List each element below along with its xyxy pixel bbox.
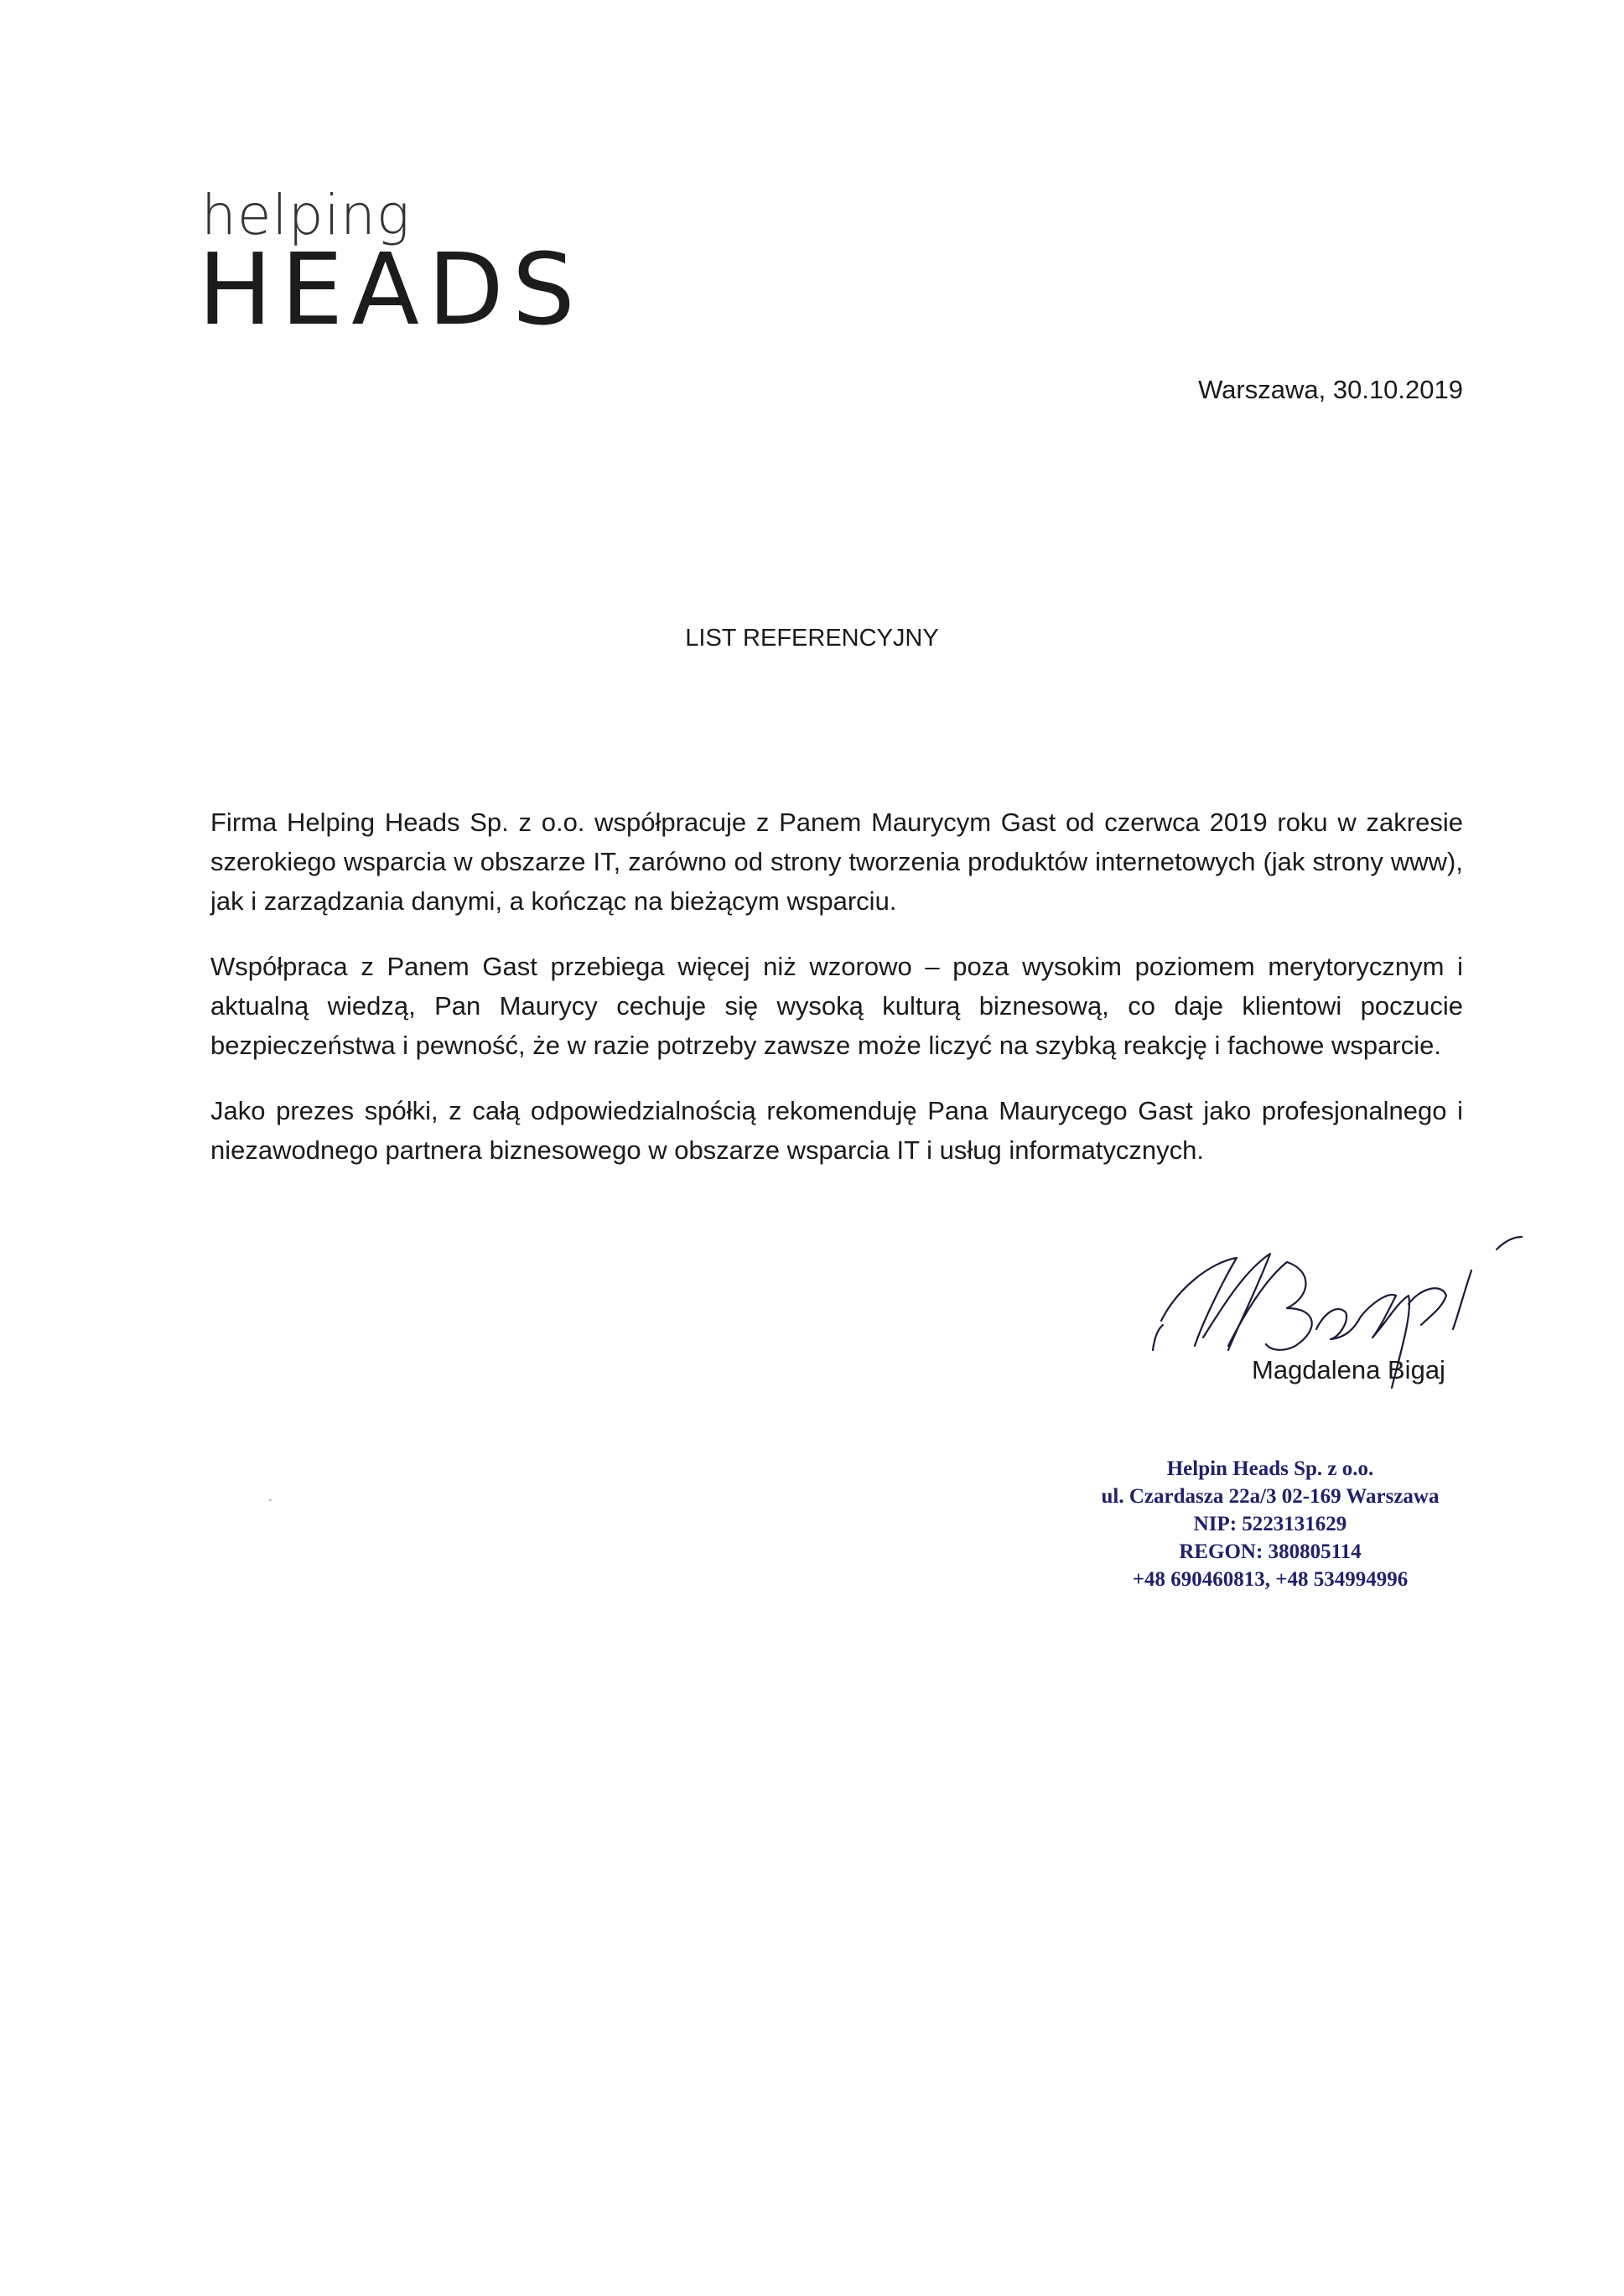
stamp-line: ul. Czardasza 22a/3 02-169 Warszawa xyxy=(1101,1485,1440,1508)
signatory-name: Magdalena Bigaj xyxy=(1252,1355,1445,1384)
stamp-line: Helpin Heads Sp. z o.o. xyxy=(1166,1457,1374,1480)
company-logo-line1: helping xyxy=(201,183,411,247)
stamp-line: NIP: 5223131629 xyxy=(1193,1513,1347,1535)
stamp-line: +48 690460813, +48 534994996 xyxy=(1132,1568,1409,1591)
scan-speck xyxy=(269,1499,272,1501)
body-paragraph: Firma Helping Heads Sp. z o.o. współpracuje z Panem Maurycym Gast od czerwca 2019 roku w zakresie szerokiego wsparcia w obszarze IT, zarówno od strony tworzenia produktów internetowych (jak strony www), jak i zarządzania danymi, a kończąc na bieżącym wsparciu. xyxy=(210,808,1463,916)
company-stamp xyxy=(1073,1455,1467,1593)
stamp-line: REGON: 380805114 xyxy=(1179,1540,1362,1563)
letter-title: LIST REFERENCYJNY xyxy=(685,625,939,652)
letter-body xyxy=(210,803,1463,1196)
letter-date: Warszawa, 30.10.2019 xyxy=(1198,375,1463,404)
body-paragraph: Jako prezes spółki, z całą odpowiedzialnością rekomenduję Pana Maurycego Gast jako profesjonalnego i niezawodnego partnera biznesowego w obszarze wsparcia IT i usług informatycznych. xyxy=(210,1096,1463,1165)
handwritten-signature xyxy=(1144,1212,1547,1430)
body-paragraph: Współpraca z Panem Gast przebiega więcej niż wzorowo – poza wysokim poziomem merytorycznym i aktualną wiedzą, Pan Maurycy cechuje się wysoką kulturą biznesową, co daje klientowi poczucie bezpieczeństwa i pewność, że w razie potrzeby zawsze może liczyć na szybką reakcję i fachowe wsparcie. xyxy=(210,952,1463,1060)
company-logo-line2: HEADS xyxy=(198,231,584,347)
